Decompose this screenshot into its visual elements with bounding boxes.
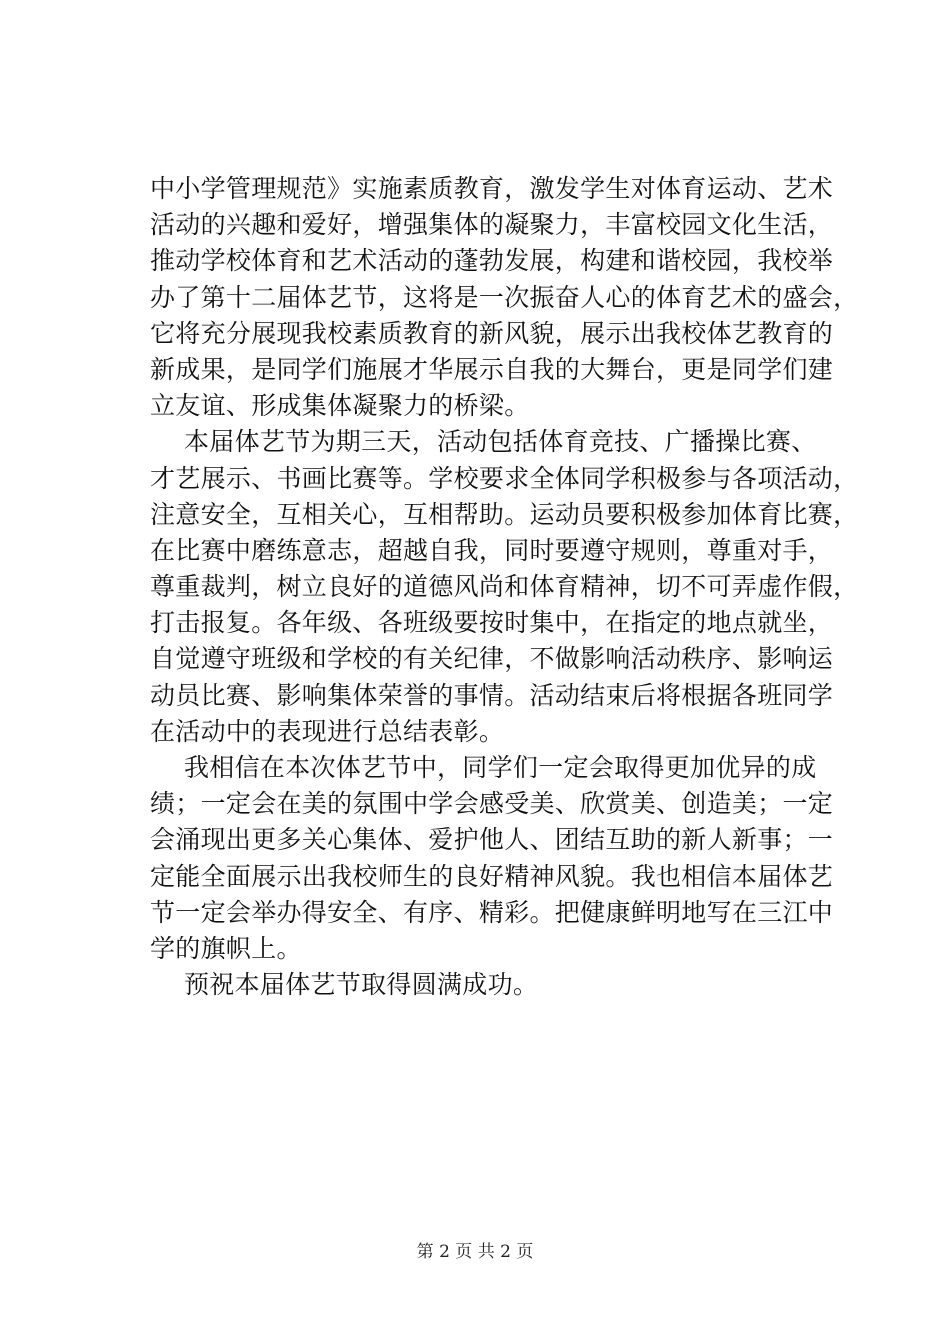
text-line: 注意安全，互相关心，互相帮助。运动员要积极参加体育比赛， (150, 499, 859, 529)
text-line: 在比赛中磨练意志，超越自我，同时要遵守规则，尊重对手， (150, 535, 834, 565)
text-line: 节一定会举办得安全、有序、精彩。把健康鲜明地写在三江中 (150, 897, 834, 927)
page-footer: 第 2 页 共 2 页 (416, 1242, 534, 1262)
text-line: 自觉遵守班级和学校的有关纪律，不做影响活动秩序、影响运 (150, 644, 834, 674)
text-line: 绩；一定会在美的氛围中学会感受美、欣赏美、创造美；一定 (150, 789, 834, 819)
text-line: 中小学管理规范》实施素质教育，激发学生对体育运动、艺术 (150, 174, 834, 203)
text-line: 会涌现出更多关心集体、爱护他人、团结互助的新人新事；一 (150, 825, 834, 855)
text-line: 推动学校体育和艺术活动的蓬勃发展，构建和谐校园，我校举 (150, 246, 834, 276)
text-line: 本届体艺节为期三天，活动包括体育竞技、广播操比赛、 (184, 427, 817, 457)
text-line: 才艺展示、书画比赛等。学校要求全体同学积极参与各项活动， (150, 463, 859, 493)
text-line: 打击报复。各年级、各班级要按时集中，在指定的地点就坐， (150, 608, 834, 638)
text-line: 定能全面展示出我校师生的良好精神风貌。我也相信本届体艺 (150, 861, 834, 891)
document-body (150, 171, 859, 1003)
text-line: 预祝本届体艺节取得圆满成功。 (184, 970, 539, 1000)
text-line: 学的旗帜上。 (150, 933, 302, 963)
text-line: 在活动中的表现进行总结表彰。 (150, 716, 505, 746)
text-line: 它将充分展现我校素质教育的新风貌，展示出我校体艺教育的 (150, 318, 834, 348)
text-line: 动员比赛、影响集体荣誉的事情。活动结束后将根据各班同学 (150, 680, 834, 710)
text-line: 我相信在本次体艺节中，同学们一定会取得更加优异的成 (184, 753, 817, 782)
text-line: 活动的兴趣和爱好，增强集体的凝聚力，丰富校园文化生活， (150, 210, 834, 240)
text-line: 尊重裁判，树立良好的道德风尚和体育精神，切不可弄虚作假， (150, 572, 859, 602)
text-line: 办了第十二届体艺节，这将是一次振奋人心的体育艺术的盛会， (150, 282, 859, 312)
text-line: 新成果，是同学们施展才华展示自我的大舞台，更是同学们建 (150, 354, 834, 384)
text-line: 立友谊、形成集体凝聚力的桥梁。 (150, 391, 530, 421)
